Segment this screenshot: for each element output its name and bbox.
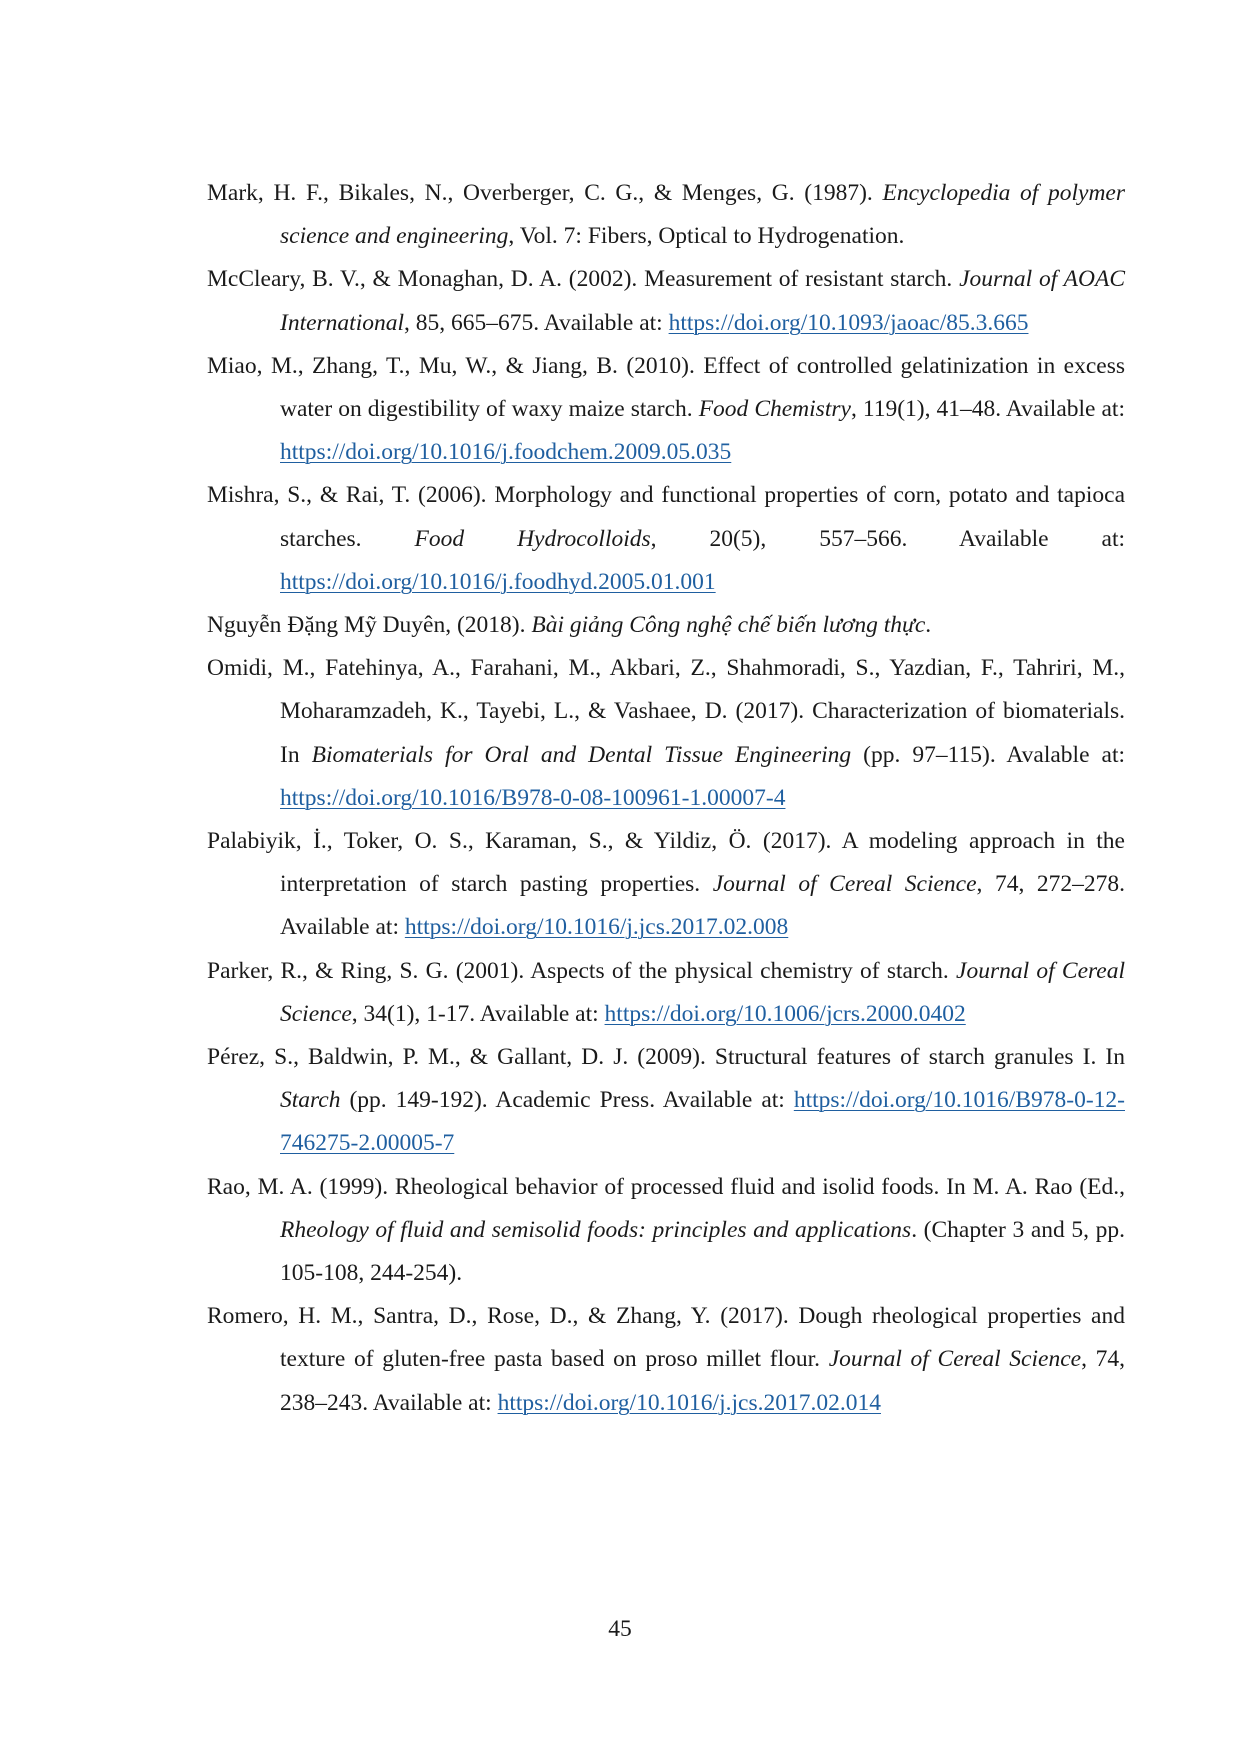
- reference-text: Pérez, S., Baldwin, P. M., & Gallant, D. J. (2009). Structural features of starch granules I. In: [207, 1044, 1125, 1071]
- reference-text: Miao, M., Zhang, T., Mu, W., & Jiang, B. (2010). Effect of controlled gelatinization in excess water on digestibility of waxy maize starch.: [207, 352, 1125, 423]
- reference-text: Rao, M. A. (1999). Rheological behavior of processed fluid and isolid foods. In M. A. Rao (Ed.,: [207, 1173, 1125, 1200]
- doi-link[interactable]: https://doi.org/10.1016/j.foodchem.2009.05.035: [280, 439, 732, 466]
- doi-link[interactable]: https://doi.org/10.1093/jaoac/85.3.665: [668, 309, 1029, 336]
- doi-link[interactable]: https://doi.org/10.1006/jcrs.2000.0402: [604, 1000, 966, 1027]
- reference-title: Food Chemistry: [698, 396, 851, 423]
- reference-entry: [207, 950, 1125, 1036]
- reference-entry: [207, 1295, 1125, 1425]
- reference-text: , 34(1), 1-17. Available at:: [351, 1000, 605, 1027]
- reference-entry: [207, 820, 1125, 950]
- reference-title: Journal of AOAC International: [280, 266, 1125, 336]
- reference-text: , 74, 238–243. Available at:: [280, 1346, 1126, 1416]
- reference-title: Bài giảng Công nghệ chế biến lương thực: [531, 612, 926, 639]
- reference-title: Biomaterials for Oral and Dental Tissue Engineering: [311, 741, 852, 768]
- doi-link[interactable]: https://doi.org/10.1016/B978-0-08-100961-1.00007-4: [280, 784, 786, 811]
- page-number: 45: [608, 1616, 632, 1642]
- reference-text: , 74, 272–278. Available at:: [280, 871, 1125, 941]
- reference-text: Palabiyik, İ., Toker, O. S., Karaman, S., & Yildiz, Ö. (2017). A modeling approach in the interpretation of starch pasting properties.: [207, 828, 1125, 898]
- reference-title: Journal of Cereal Science: [280, 957, 1125, 1027]
- reference-text: , 119(1), 41–48. Available at:: [850, 396, 1125, 423]
- reference-text: Mishra, S., & Rai, T. (2006). Morphology and functional properties of corn, potato and tapioca starches.: [207, 482, 1125, 552]
- reference-title: Starch: [280, 1087, 341, 1114]
- reference-entry: [207, 474, 1125, 604]
- reference-text: Omidi, M., Fatehinya, A., Farahani, M., Akbari, Z., Shahmoradi, S., Yazdian, F., Tahriri, M., Moharamzadeh, K., Tayebi, L., & Vashaee, D. (2017). Characterization of biomaterials. In: [207, 655, 1125, 768]
- reference-title: Food Hydrocolloids: [414, 525, 651, 552]
- reference-text: Romero, H. M., Santra, D., Rose, D., & Zhang, Y. (2017). Dough rheological properties and texture of gluten-free pasta based on proso millet flour.: [207, 1303, 1125, 1373]
- reference-entry: [207, 345, 1125, 475]
- reference-text: Mark, H. F., Bikales, N., Overberger, C. G., & Menges, G. (1987).: [207, 180, 883, 206]
- reference-entry: [207, 604, 1125, 647]
- reference-entry: [207, 172, 1125, 258]
- doi-link[interactable]: https://doi.org/10.1016/j.jcs.2017.02.014: [497, 1389, 881, 1416]
- reference-text: .: [925, 612, 932, 639]
- reference-text: Nguyễn Đặng Mỹ Duyên, (2018).: [207, 612, 532, 639]
- reference-text: McCleary, B. V., & Monaghan, D. A. (2002). Measurement of resistant starch.: [207, 266, 960, 293]
- reference-text: , 20(5), 557–566. Available at:: [650, 525, 1126, 552]
- reference-text: (pp. 97–115). Avalable at:: [851, 741, 1126, 768]
- reference-list: [207, 172, 1125, 1425]
- reference-title: Journal of Cereal Science: [828, 1346, 1082, 1373]
- reference-entry: [207, 1166, 1125, 1296]
- reference-text: Parker, R., & Ring, S. G. (2001). Aspects of the physical chemistry of starch.: [207, 957, 957, 984]
- reference-entry: [207, 647, 1125, 820]
- reference-text: . (Chapter 3 and 5, pp. 105-108, 244-254).: [280, 1216, 1125, 1287]
- reference-text: (pp. 149-192). Academic Press. Available at:: [340, 1087, 794, 1114]
- doi-link[interactable]: https://doi.org/10.1016/j.foodhyd.2005.01.001: [280, 568, 716, 595]
- doi-link[interactable]: https://doi.org/10.1016/j.jcs.2017.02.008: [404, 914, 789, 941]
- reference-entry: [207, 258, 1125, 344]
- reference-title: Journal of Cereal Science: [712, 871, 977, 898]
- reference-title: Encyclopedia of polymer science and engineering: [280, 180, 1126, 250]
- reference-text: , 85, 665–675. Available at:: [404, 309, 669, 336]
- doi-link[interactable]: https://doi.org/10.1016/B978-0-12-746275-2.00005-7: [280, 1087, 1125, 1157]
- reference-text: , Vol. 7: Fibers, Optical to Hydrogenation.: [508, 223, 905, 250]
- reference-title: Rheology of fluid and semisolid foods: principles and applications: [280, 1216, 912, 1243]
- reference-entry: [207, 1036, 1125, 1166]
